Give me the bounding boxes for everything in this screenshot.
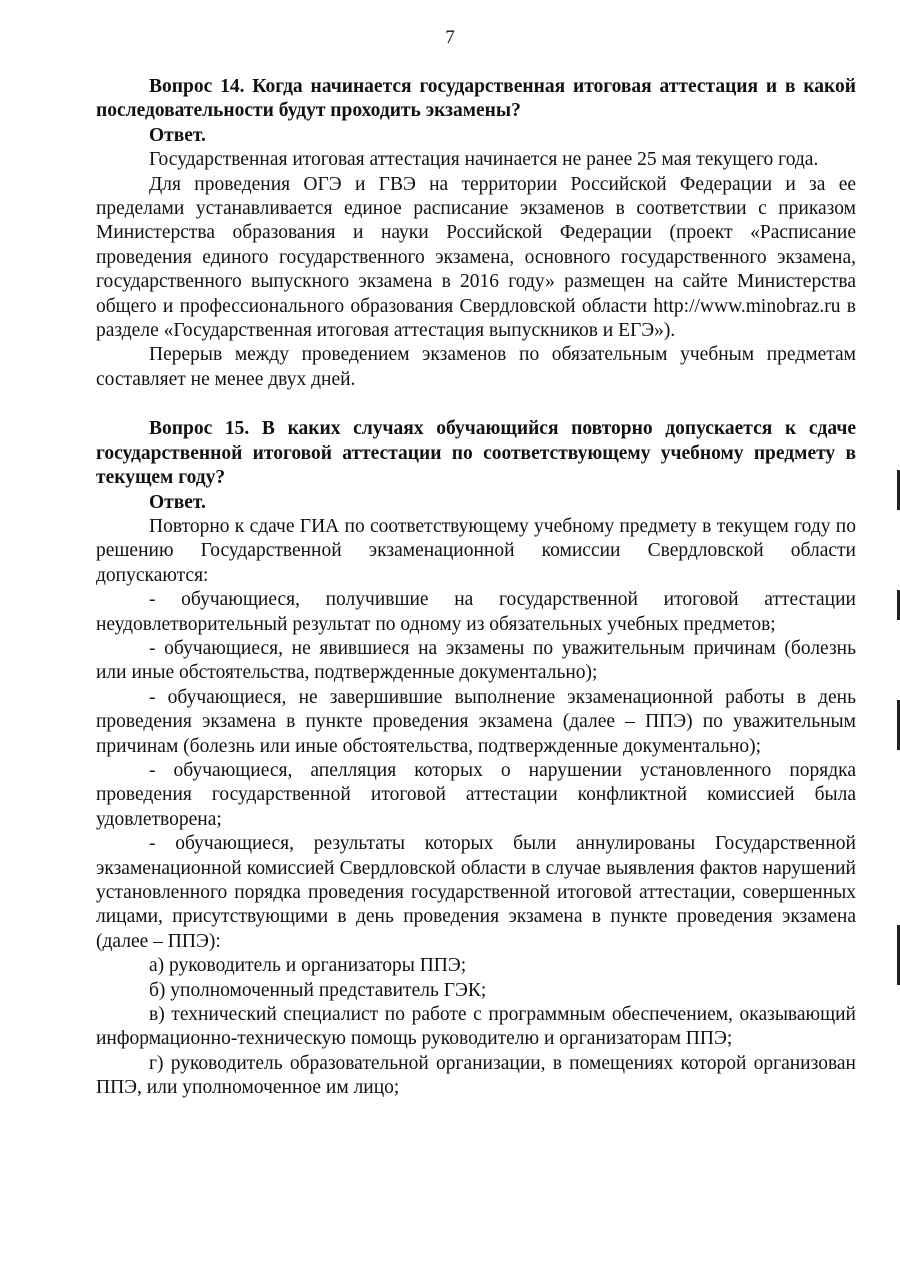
paragraph: Повторно к сдаче ГИА по соответствующему учебному предмету в текущем году по решению Государственной экзаменационной комиссии Свердловской области допускаются: xyxy=(96,515,856,586)
sub-list-item: б) уполномоченный представитель ГЭК; xyxy=(149,979,487,1001)
section-spacer xyxy=(96,392,856,417)
question-14-section xyxy=(96,75,856,392)
list-item: - обучающиеся, результаты которых были аннулированы Государственной экзаменационной комиссией Свердловской области в случае выявления фактов нарушений установленного порядка проведения государственной итоговой аттестации, совершенных лицами, присутствующими в день проведения экзамена в пункте проведения экзамена (далее – ППЭ): xyxy=(96,833,856,952)
sub-list-item: а) руководитель и организаторы ППЭ; xyxy=(149,955,467,977)
question-14-answer-label: Ответ. xyxy=(149,124,206,146)
sub-list-item: г) руководитель образовательной организации, в помещениях которой организован ППЭ, или уполномоченное им лицо; xyxy=(96,1052,856,1099)
question-15-section xyxy=(96,417,856,1100)
page-number: 7 xyxy=(445,27,455,48)
list-item: - обучающиеся, не явившиеся на экзамены по уважительным причинам (болезнь или иные обстоятельства, подтвержденные документально); xyxy=(96,637,856,684)
list-item: - обучающиеся, не завершившие выполнение экзаменационной работы в день проведения экзамена в пункте проведения экзамена (далее – ППЭ) по уважительным причинам (болезнь или иные обстоятельства, подтвержденные документально); xyxy=(96,686,856,757)
question-15-answer-label: Ответ. xyxy=(149,491,206,513)
question-15-title: Вопрос 15. В каких случаях обучающийся повторно допускается к сдаче государственной итоговой аттестации по соответствующему учебному предмету в текущем году? xyxy=(96,418,856,489)
paragraph: Перерыв между проведением экзаменов по обязательным учебным предметам составляет не менее двух дней. xyxy=(96,344,856,390)
question-14-title: Вопрос 14. Когда начинается государственная итоговая аттестация и в какой последовательности будут проходить экзамены? xyxy=(96,76,856,122)
sub-list-item: в) технический специалист по работе с программным обеспечением, оказывающий информационно-техническую помощь руководителю и организаторам ППЭ; xyxy=(96,1004,856,1050)
document-body xyxy=(96,75,856,1101)
list-item: - обучающиеся, получившие на государственной итоговой аттестации неудовлетворительный результат по одному из обязательных учебных предметов; xyxy=(96,589,856,635)
paragraph: Для проведения ОГЭ и ГВЭ на территории Российской Федерации и за ее пределами устанавливается единое расписание экзаменов в соответствии с приказом Министерства образования и науки Российской Федерации (проект «Расписание проведения единого государственного экзамена, основного государственного экзамена, государственного выпускного экзамена в 2016 году» размещен на сайте Министерства общего и профессионального образования Свердловской области http://www.minobraz.ru в разделе «Государственная итоговая аттестация выпускников и ЕГЭ»). xyxy=(96,173,856,342)
list-item: - обучающиеся, апелляция которых о нарушении установленного порядка проведения государственной итоговой аттестации конфликтной комиссией была удовлетворена; xyxy=(96,759,856,830)
paragraph: Государственная итоговая аттестация начинается не ранее 25 мая текущего года. xyxy=(149,149,819,171)
